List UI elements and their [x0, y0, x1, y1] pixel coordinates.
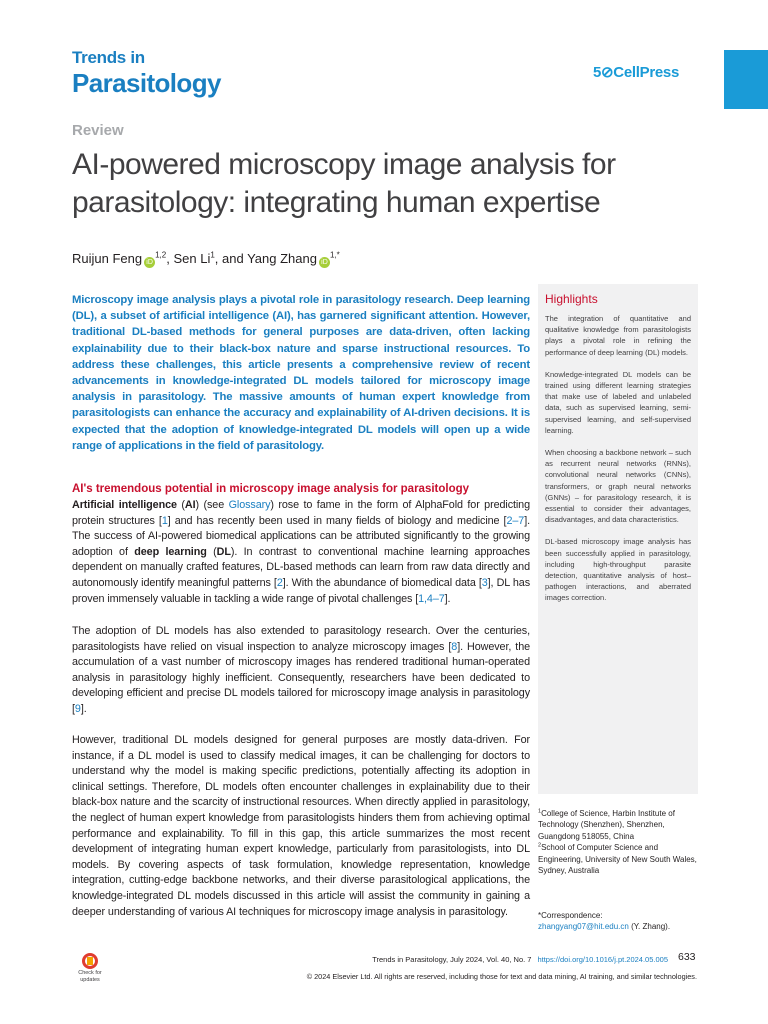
author-separator: , [166, 251, 174, 266]
correspondence [538, 910, 698, 933]
journal-name: Parasitology [72, 68, 221, 98]
text-run: ) rose to fame in the form of AlphaFold for predicting protein structures [ [72, 499, 530, 527]
glossary-abbrev: DL [216, 545, 231, 558]
author-affiliation-sup: 1 [210, 250, 215, 260]
highlight-item: DL-based microscopy image analysis has been successfully applied in parasitology, including high-throughput parasite detection, quantitative analysis of host–pathogen interactions, and aberrated images correction. [545, 537, 691, 603]
text-run: ]. However, the accumulation of a vast number of microscopy images has rendered traditional human-operated analysis in parasitology highly inefficient. Consequently, researchers have been dedicated to developing efficient and precise DL models tailored for microscopy image analysis in parasitology [ [72, 640, 530, 715]
doi-link[interactable]: https://doi.org/10.1016/j.pt.2024.05.005 [537, 955, 668, 964]
check-for-updates-badge[interactable] [72, 953, 108, 989]
text-run: ) (see [195, 499, 229, 511]
publisher-logo[interactable]: 5⊘CellPress [593, 64, 679, 81]
abstract: Microscopy image analysis plays a pivotal role in parasitology research. Deep learning (DL), a subset of artificial intelligence (AI), has garnered significant attention. However, traditional DL-based methods for general purposes are data-driven, often lacking explainability due to their black-box nature and sparse instructional resources. To address these challenges, this article presents a comprehensive review of recent advancements in knowledge-integrated DL models tailored for microscopy image analysis in parasitology. The massive amounts of human expert knowledge from parasitologists can enhance the accuracy and explainability of AI-driven decisions. It is expected that the adoption of knowledge-integrated DL models will open up a wide range of applications in the field of parasitology. [72, 294, 530, 452]
highlights-title: Highlights [545, 292, 598, 306]
journal-name-prefix: Trends in [72, 48, 145, 67]
citation-link[interactable]: 9 [74, 702, 81, 715]
text-run: ( [176, 499, 185, 511]
text-run: ( [206, 545, 217, 558]
text-run: ]. With the abundance of biomedical data [ [282, 576, 482, 589]
journal-logo[interactable] [72, 48, 221, 98]
article-title: AI-powered microscopy image analysis for parasitology: integrating human expertise [72, 148, 616, 219]
author-list [72, 251, 340, 268]
affiliations [538, 808, 698, 876]
text-run: ]. [80, 702, 87, 715]
text-run: The adoption of DL models has also extended to parasitology research. Over the centuries, parasitologists have relied on visual inspection to analyze microscopy images [ [72, 625, 530, 653]
body-paragraph-1 [72, 498, 530, 607]
body-paragraph-3: However, traditional DL models designed for general purposes are mostly data-driven. For instance, if a DL model is used to classify medical images, it can be challenging for doctors to understand why the model is making specific predictions, potentially affecting its adoption in clinical settings. Therefore, DL models often encounter challenges in explainability due to their black-box nature and the scarcity of instructional resources. When directly applied in parasitology, the neglect of human expert knowledge from parasitologists hinders them from achieving optimal performance and explainability. To fill in this gap, this article summarizes the most recent development of integrating human expert knowledge, particularly from parasitologists, into DL models. By covering aspects of task formulation, knowledge representation, knowledge integration, cutting-edge backbone networks, and their diverse parasitological applications, the knowledge-integrated DL models discussed in this article will assist the community in gaining a deeper understanding of various AI techniques for microscopy image analysis in parasitology. [72, 734, 530, 918]
author-affiliation-sup: 1,* [329, 250, 340, 260]
citation-text: Trends in Parasitology, July 2024, Vol. 40, No. 7 [372, 955, 532, 964]
bookmark-icon [87, 957, 93, 965]
orcid-icon[interactable]: iD [144, 257, 155, 268]
author-affiliation-sup: 1,2 [155, 250, 167, 260]
article-type-label: Review [72, 122, 124, 139]
author-name[interactable]: Ruijun Feng [72, 251, 143, 266]
text-run: ] and has recently been used in many fields of biology and medicine [ [167, 514, 507, 527]
highlights-list [545, 313, 691, 615]
author-separator: , and [214, 251, 248, 266]
author-name[interactable]: Yang Zhang [247, 251, 317, 266]
highlight-item: Knowledge-integrated DL models can be trained using different learning strategies that make use of labeled and unlabeled data, such as supervised learning, semi-supervised learning, and self-supervised learning. [545, 369, 691, 435]
highlight-item: The integration of quantitative and qualitative knowledge from parasitologists plays a pivotal role in refining the performance of deep learning (DL) models. [545, 314, 691, 357]
text-run: ]. [444, 592, 451, 605]
highlight-item: When choosing a backbone network – such as recurrent neural networks (RNNs), convolutional neural networks (CNNs), transformers, or graph neural networks (GNNs) – for parasitology research, it is essential to consider their advantages, disadvantages, and data characteristics. [545, 448, 691, 525]
affiliation-text: College of Science, Harbin Institute of Technology (Shenzhen), Shenzhen, Guangdong 518055, China [538, 809, 675, 841]
corner-color-block [724, 50, 768, 109]
affiliation-item [538, 808, 698, 842]
glossary-abbrev: AI [184, 499, 196, 511]
footer-citation [372, 955, 668, 964]
text-run: ). In contrast to conventional machine learning approaches dependent on manually crafted features, DL-based methods can learn from raw data directly and autonomously identify meaningful patterns [ [72, 545, 530, 589]
affiliation-number: 2 [538, 842, 542, 849]
text-run: ]. The success of AI-powered biomedical applications can be attributed significantly to the growing adoption of [72, 514, 530, 558]
citation-link[interactable]: 2–7 [506, 514, 525, 527]
correspondence-label: *Correspondence: [538, 911, 603, 920]
correspondence-name: (Y. Zhang). [628, 922, 671, 932]
citation-link[interactable]: 8 [451, 640, 458, 653]
correspondence-email[interactable]: zhangyang07@hit.edu.cn [538, 922, 629, 932]
badge-label: Check for updates [78, 970, 102, 983]
author-name[interactable]: Sen Li [173, 251, 211, 266]
citation-link[interactable]: 3 [481, 576, 488, 589]
correspondence-line [538, 921, 698, 932]
copyright-notice: © 2024 Elsevier Ltd. All rights are reserved, including those for text and data mining, AI training, and similar technologies. [306, 972, 697, 981]
glossary-term: deep learning [134, 545, 207, 558]
orcid-icon[interactable]: iD [319, 257, 330, 268]
page-number: 633 [678, 951, 696, 963]
body-paragraph-2 [72, 624, 530, 718]
section-heading: AI's tremendous potential in microscopy image analysis for parasitology [72, 483, 470, 495]
citation-link[interactable]: 1,4–7 [418, 592, 445, 605]
citation-link[interactable]: 2 [276, 576, 283, 589]
text-run: ], DL has proven immensely valuable in tackling a wide range of pivotal challenges [ [72, 576, 530, 605]
affiliation-item [538, 842, 698, 876]
citation-link[interactable]: 1 [161, 514, 168, 527]
affiliation-number: 1 [538, 808, 542, 815]
glossary-term: Artificial intelligence [72, 499, 177, 511]
glossary-link[interactable]: Glossary [228, 499, 271, 511]
affiliation-text: School of Computer Science and Engineering, University of New South Wales, Sydney, Australia [538, 843, 697, 876]
